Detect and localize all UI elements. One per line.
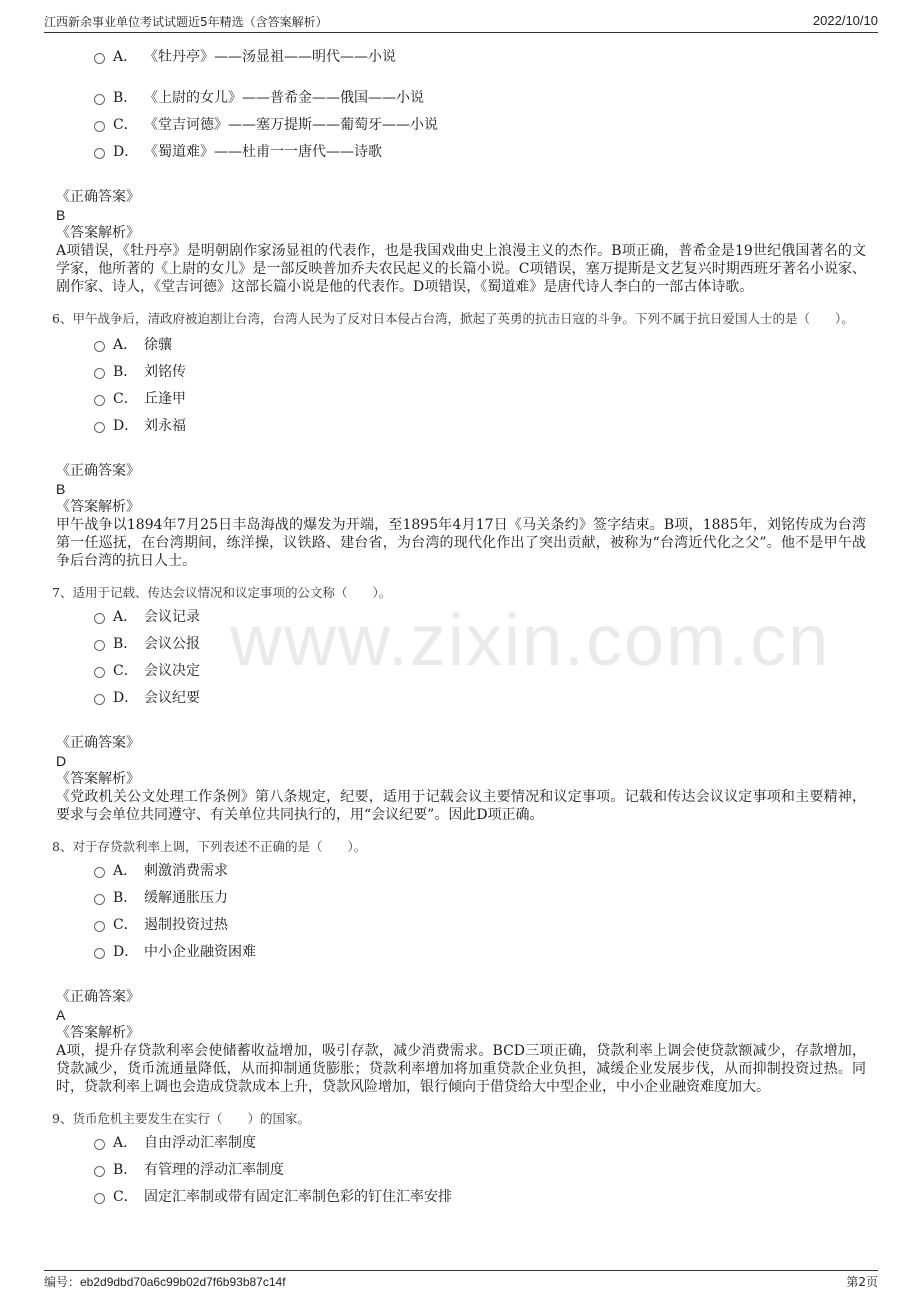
page-number: 第2页 — [846, 1275, 878, 1289]
correct-answer: B — [56, 481, 66, 497]
document-code: 编号：eb2d9dbd70a6c99b02d7f6b93b87c14f — [44, 1275, 286, 1289]
option-b[interactable]: B． 缓解通胀压力 — [94, 885, 866, 912]
option-d[interactable]: D． 刘永福 — [94, 413, 866, 440]
option-c[interactable]: C． 丘逢甲 — [94, 386, 866, 413]
radio-icon[interactable] — [94, 667, 105, 678]
radio-icon[interactable] — [94, 921, 105, 932]
radio-icon[interactable] — [94, 948, 105, 959]
radio-icon[interactable] — [94, 53, 105, 64]
option-d[interactable]: D． 中小企业融资困难 — [94, 939, 866, 966]
radio-icon[interactable] — [94, 894, 105, 905]
page-footer — [44, 1270, 878, 1293]
option-a[interactable]: A． 自由浮动汇率制度 — [94, 1130, 866, 1157]
option-c[interactable]: C． 固定汇率制或带有固定汇率制色彩的钉住汇率安排 — [94, 1184, 866, 1211]
answer-analysis: 《党政机关公文处理工作条例》第八条规定，纪要，适用于记载会议主要情况和议定事项。记载和传达会议议定事项和主要精神，要求与会单位共同遵守、有关单位共同执行的，用“会议纪要”。因此D项正确。 — [56, 789, 866, 823]
document-body — [52, 44, 866, 1211]
option-b[interactable]: B． 刘铭传 — [94, 359, 866, 386]
option-a[interactable]: A． 会议记录 — [94, 604, 866, 631]
answer-label: 《正确答案》 — [56, 735, 140, 751]
radio-icon[interactable] — [94, 121, 105, 132]
radio-icon[interactable] — [94, 341, 105, 352]
radio-icon[interactable] — [94, 94, 105, 105]
option-c[interactable]: C． 《堂吉诃德》——塞万提斯——葡萄牙——小说 — [94, 112, 866, 139]
option-b[interactable]: B． 有管理的浮动汇率制度 — [94, 1157, 866, 1184]
option-a[interactable]: A． 《牡丹亭》——汤显祖——明代——小说 — [94, 44, 866, 71]
correct-answer: D — [56, 753, 67, 769]
question-5-options — [56, 44, 866, 166]
radio-icon[interactable] — [94, 640, 105, 651]
option-d[interactable]: D． 《蜀道难》——杜甫一一唐代——诗歌 — [94, 139, 866, 166]
question-7: 7、适用于记载、传达会议情况和议定事项的公文称（ ）。 — [52, 585, 392, 600]
correct-answer: A — [56, 1007, 66, 1023]
watermark: www.zixin.com.cn — [230, 601, 831, 681]
answer-analysis: A项，提升存贷款利率会使储蓄收益增加，吸引存款，减少消费需求。BCD三项正确，贷款利率上调会使贷款额减少，存款增加，贷款减少，货币流通量降低，从而抑制通货膨胀；贷款利率增加将加重贷款企业负担，减缓企业发展步伐，从而抑制投资过热。同时，贷款利率上调也会造成贷款成本上升，贷款风险增加，银行倾向于借贷给大中型企业，中小企业融资难度加大。 — [56, 1043, 866, 1095]
radio-icon[interactable] — [94, 1193, 105, 1204]
radio-icon[interactable] — [94, 422, 105, 433]
answer-label: 《正确答案》 — [56, 463, 140, 479]
option-a[interactable]: A． 刺激消费需求 — [94, 858, 866, 885]
option-d[interactable]: D． 会议纪要 — [94, 685, 866, 712]
answer-label: 《正确答案》 — [56, 989, 140, 1005]
correct-answer: B — [56, 207, 66, 223]
option-c[interactable]: C． 遏制投资过热 — [94, 912, 866, 939]
option-b[interactable]: B． 会议公报 — [94, 631, 866, 658]
radio-icon[interactable] — [94, 1139, 105, 1150]
radio-icon[interactable] — [94, 613, 105, 624]
page-header — [44, 10, 878, 33]
radio-icon[interactable] — [94, 395, 105, 406]
radio-icon[interactable] — [94, 148, 105, 159]
document-date: 2022/10/10 — [812, 13, 878, 28]
answer-analysis: 甲午战争以1894年7月25日丰岛海战的爆发为开端，至1895年4月17日《马关条约》签字结束。B项，1885年，刘铭传成为台湾第一任巡抚，在台湾期间，练洋操，议铁路、建台省，为台湾的现代化作出了突出贡献，被称为“台湾近代化之父”。他不是甲午战争后台湾的抗日人士。 — [56, 517, 866, 569]
option-b[interactable]: B． 《上尉的女儿》——普希金——俄国——小说 — [94, 85, 866, 112]
answer-analysis: A项错误，《牡丹亭》是明朝剧作家汤显祖的代表作，也是我国戏曲史上浪漫主义的杰作。B项正确，普希金是19世纪俄国著名的文学家，他所著的《上尉的女儿》是一部反映普加乔夫农民起义的长篇小说。C项错误，塞万提斯是文艺复兴时期西班牙著名小说家、剧作家、诗人，《堂吉诃德》这部长篇小说是他的代表作。D项错误，《蜀道难》是唐代诗人李白的一部古体诗歌。 — [56, 243, 866, 295]
option-c[interactable]: C． 会议决定 — [94, 658, 866, 685]
answer-label: 《正确答案》 — [56, 189, 140, 205]
question-6: 6、甲午战争后，清政府被迫割让台湾，台湾人民为了反对日本侵占台湾，掀起了英勇的抗击日寇的斗争。下列不属于抗日爱国人士的是（ ）。 — [52, 311, 854, 326]
document-title: 江西新余事业单位考试试题近5年精选（含答案解析） — [44, 15, 328, 29]
radio-icon[interactable] — [94, 694, 105, 705]
option-a[interactable]: A． 徐骧 — [94, 332, 866, 359]
radio-icon[interactable] — [94, 1166, 105, 1177]
analysis-label: 《答案解析》 — [56, 1025, 140, 1041]
question-9: 9、货币危机主要发生在实行（ ）的国家。 — [52, 1111, 310, 1126]
radio-icon[interactable] — [94, 368, 105, 379]
question-8: 8、对于存贷款利率上调，下列表述不正确的是（ ）。 — [52, 839, 367, 854]
radio-icon[interactable] — [94, 867, 105, 878]
analysis-label: 《答案解析》 — [56, 771, 140, 787]
analysis-label: 《答案解析》 — [56, 499, 140, 515]
analysis-label: 《答案解析》 — [56, 225, 140, 241]
